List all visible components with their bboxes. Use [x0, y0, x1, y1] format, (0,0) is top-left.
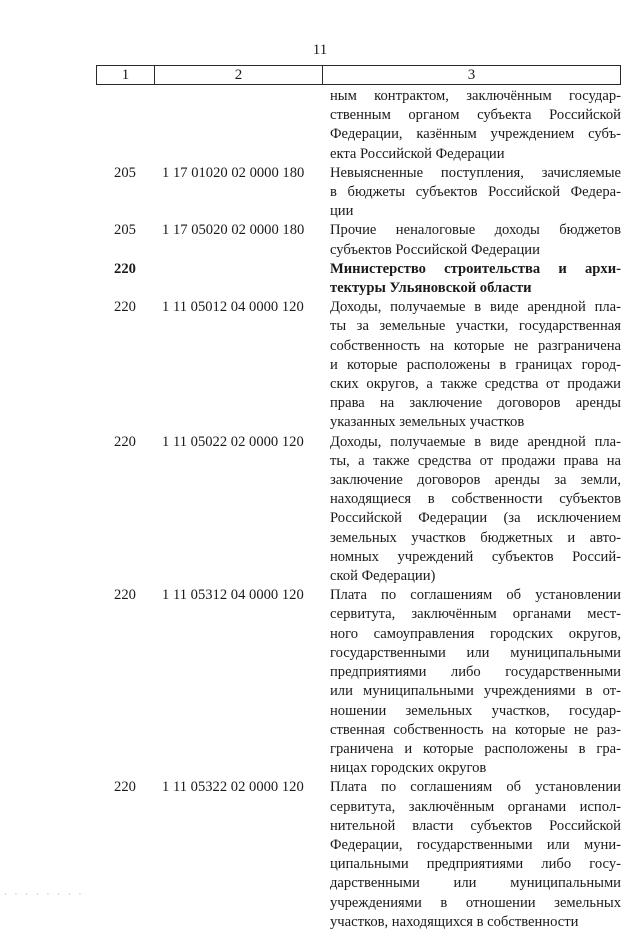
- row-description: [330, 221, 621, 259]
- row-code: [96, 87, 154, 164]
- description-line: Министерство строительства и архи-: [330, 260, 621, 277]
- header-col-3: 3: [467, 67, 476, 83]
- description-line: участков, находящихся в собственности: [330, 913, 579, 930]
- description-line: номных учреждений субъектов Россий-: [330, 548, 621, 565]
- table-row: [96, 87, 621, 164]
- description-line: ственным органом субъекта Российской: [330, 107, 621, 124]
- row-budget-code: 1 17 05020 02 0000 180: [162, 222, 305, 239]
- scan-edge-marks: · · · · · · · ·: [4, 890, 85, 899]
- page-number: 11: [312, 42, 328, 58]
- description-line: нительной власти субъектов Российской: [330, 817, 621, 834]
- description-line: учреждениями в отношении земельных: [330, 894, 621, 911]
- table-row: [96, 260, 621, 298]
- description-line: ты, а также средства от продажи права на: [330, 452, 621, 469]
- description-line: предприятиями либо государственными: [330, 664, 621, 681]
- row-budget-code: 1 11 05022 02 0000 120: [162, 433, 304, 450]
- description-line: заключение договоров аренды за земли,: [330, 472, 621, 489]
- table-row: [96, 586, 621, 778]
- table-body: [96, 87, 621, 932]
- row-budget-code: 1 11 05312 04 0000 120: [162, 587, 304, 604]
- row-code: 205: [114, 222, 136, 239]
- description-line: сервитута, заключённым органами испол-: [330, 798, 621, 815]
- row-description: [330, 164, 621, 222]
- header-col-1: 1: [97, 66, 155, 84]
- description-line: тектуры Ульяновской области: [330, 280, 532, 297]
- description-line: Невыясненные поступления, зачисляемые: [330, 164, 621, 181]
- description-line: граничена и которые расположены в гра-: [330, 740, 621, 757]
- description-line: Плата по соглашениям об установлении: [330, 779, 621, 796]
- row-code: 220: [114, 299, 136, 316]
- row-code: 220: [114, 779, 136, 796]
- description-line: находящиеся в собственности субъектов: [330, 491, 621, 508]
- row-description: [330, 260, 621, 298]
- row-description: [330, 298, 621, 432]
- description-line: ской Федерации): [330, 568, 436, 585]
- description-line: ции: [330, 203, 354, 220]
- description-line: ного самоуправления городских округов,: [330, 625, 621, 642]
- description-line: Российской Федерации (за исключением: [330, 510, 621, 527]
- description-line: или муниципальными учреждениями в от-: [330, 683, 621, 700]
- row-description: [330, 586, 621, 778]
- description-line: Доходы, получаемые в виде арендной пла-: [330, 299, 621, 316]
- row-budget-code: [154, 260, 322, 298]
- row-code: 220: [114, 433, 136, 450]
- row-description: [330, 433, 621, 587]
- description-line: Прочие неналоговые доходы бюджетов: [330, 222, 621, 239]
- header-col-2: 2: [155, 66, 323, 84]
- description-line: Федерации, государственными или муни-: [330, 836, 621, 853]
- row-code: 205: [114, 164, 136, 181]
- table-header: [96, 65, 621, 85]
- row-budget-code: 1 17 01020 02 0000 180: [162, 164, 305, 181]
- row-budget-code: 1 11 05322 02 0000 120: [162, 779, 304, 796]
- row-description: [330, 87, 621, 164]
- description-line: Плата по соглашениям об установлении: [330, 587, 621, 604]
- description-line: субъектов Российской Федерации: [330, 241, 540, 258]
- row-code: 220: [114, 260, 136, 277]
- description-line: ношении земельных участков, государ-: [330, 702, 621, 719]
- table-row: [96, 778, 621, 932]
- table-row: [96, 298, 621, 432]
- description-line: ципальными предприятиями либо госу-: [330, 856, 621, 873]
- table-row: [96, 221, 621, 259]
- description-line: Федерации, казённым учреждением субъ-: [330, 126, 621, 143]
- description-line: указанных земельных участков: [330, 414, 525, 431]
- row-budget-code: 1 11 05012 04 0000 120: [162, 299, 304, 316]
- row-description: [330, 778, 621, 932]
- description-line: Доходы, получаемые в виде арендной пла-: [330, 433, 621, 450]
- description-line: земельных участков бюджетных и авто-: [330, 529, 621, 546]
- row-budget-code: [154, 87, 322, 164]
- description-line: ских округов, а также средства от продажи: [330, 376, 621, 393]
- description-line: собственность на которые не разграничена: [330, 337, 621, 354]
- description-line: ным контрактом, заключённым государ-: [330, 88, 621, 104]
- description-line: государственными или муниципальными: [330, 644, 621, 661]
- description-line: ственная собственность на которые не раз-: [330, 721, 621, 738]
- row-code: 220: [114, 587, 136, 604]
- table-row: [96, 433, 621, 587]
- description-line: дарственными или муниципальными: [330, 875, 621, 892]
- table-row: [96, 164, 621, 222]
- description-line: и которые расположены в границах город-: [330, 356, 621, 373]
- description-line: в бюджеты субъектов Российской Федера-: [330, 184, 621, 201]
- description-line: сервитута, заключённым органами мест-: [330, 606, 621, 623]
- description-line: права на заключение договоров аренды: [330, 395, 621, 412]
- description-line: екта Российской Федерации: [330, 145, 505, 162]
- description-line: ницах городских округов: [330, 760, 487, 777]
- description-line: ты за земельные участки, государственная: [330, 318, 621, 335]
